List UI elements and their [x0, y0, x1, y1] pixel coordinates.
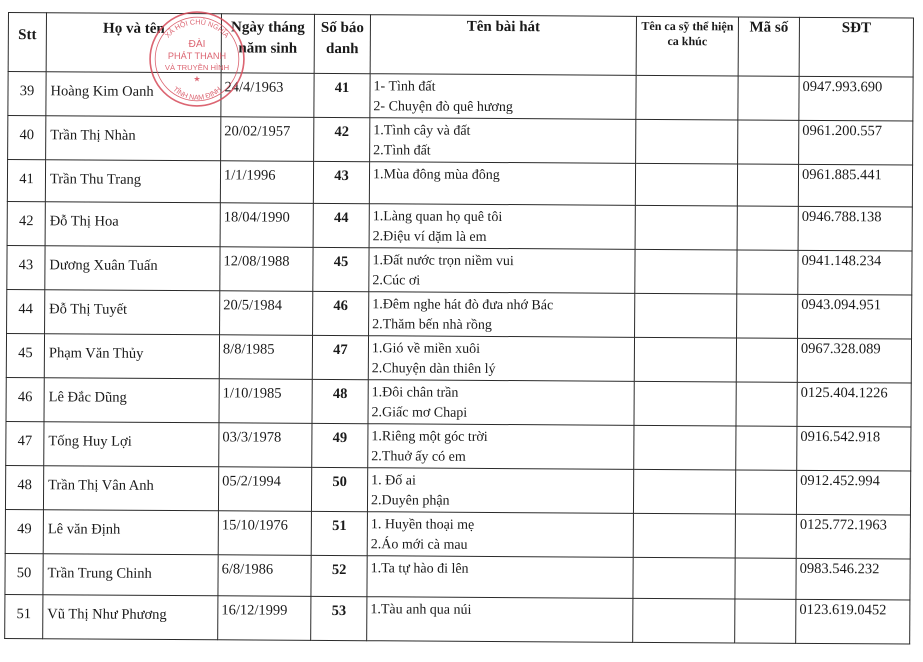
song-cell: [367, 511, 633, 557]
song-title: 1.Gió về miền xuôi: [371, 340, 481, 357]
dob-cell: 1/10/1985: [219, 378, 312, 423]
stamp-line3: VÀ TRUYỀN HÌNH: [164, 63, 230, 73]
header-singer: Tên ca sỹ thể hiện ca khúc: [636, 16, 738, 76]
table-row: [8, 72, 913, 122]
singer-cell: [633, 599, 735, 644]
sbd-cell: 43: [313, 161, 369, 203]
code-cell: [736, 338, 797, 382]
dob-cell: 20/5/1984: [220, 290, 313, 335]
song-title: 1.Riêng một góc trời: [371, 428, 488, 445]
dob-cell: 16/12/1999: [218, 596, 311, 641]
dob-cell: 15/10/1976: [218, 510, 311, 555]
sbd-cell: 45: [313, 247, 369, 291]
name-cell: Dương Xuân Tuấn: [45, 245, 220, 290]
song-title: 2.Giấc mơ Chapi: [371, 404, 468, 421]
table-row: [7, 160, 912, 207]
dob-cell: 03/3/1978: [219, 422, 312, 467]
singer-cell: [635, 249, 737, 294]
name-cell: Đỗ Thị Hoa: [45, 201, 220, 246]
header-name: Họ và tên: [46, 13, 221, 73]
song-title: 1.Mùa đông mùa đông: [372, 167, 500, 184]
sbd-cell: 46: [313, 291, 369, 335]
code-cell: [737, 206, 798, 250]
name-cell: Đỗ Thị Tuyết: [45, 289, 220, 334]
stt-cell: 48: [5, 465, 43, 509]
song-cell: [370, 74, 636, 120]
stt-cell: 43: [7, 245, 45, 289]
table-body: [5, 72, 913, 645]
phone-cell: 0912.452.994: [796, 470, 910, 515]
stt-cell: 46: [6, 377, 44, 421]
header-dob: Ngày tháng năm sinh: [221, 14, 314, 74]
header-phone: SĐT: [799, 17, 913, 77]
code-cell: [735, 599, 796, 643]
stt-cell: 39: [8, 72, 46, 116]
singer-cell: [634, 425, 736, 470]
stamp-line1: ĐÀI: [188, 38, 206, 50]
code-cell: [737, 294, 798, 338]
singer-cell: [635, 293, 737, 338]
header-song: Tên bài hát: [370, 15, 636, 76]
stamp-arc-top: XÃ HỘI CHỦ NGHĨA: [163, 18, 231, 40]
song-title: 1.Làng quan họ quê tôi: [372, 208, 503, 225]
phone-cell: 0983.546.232: [796, 558, 910, 600]
phone-cell: 0125.772.1963: [796, 514, 910, 559]
phone-cell: 0961.885.441: [798, 164, 912, 206]
song-cell: [368, 379, 634, 425]
singer-cell: [636, 119, 738, 164]
sbd-cell: 50: [311, 467, 367, 511]
song-title: 2.Áo mới cà mau: [370, 536, 468, 553]
sbd-cell: 52: [311, 555, 367, 597]
song-title: 1- Tình đất: [373, 79, 436, 95]
sbd-cell: 53: [311, 597, 367, 641]
song-cell: [369, 291, 635, 337]
song-cell: [368, 423, 634, 469]
stt-cell: 50: [5, 553, 43, 595]
sbd-cell: 49: [312, 423, 368, 467]
table-row: [5, 465, 910, 515]
code-cell: [738, 120, 799, 164]
song-title: 1. Đố ai: [371, 472, 416, 489]
singer-cell: [636, 75, 738, 120]
table-row: [7, 245, 912, 295]
stamp-arc-bottom: TỈNH NAM ĐỊNH: [171, 85, 223, 102]
phone-cell: 0123.619.0452: [796, 600, 910, 645]
stt-cell: 41: [7, 160, 45, 202]
table-row: [6, 377, 911, 427]
name-cell: Trần Thu Trang: [45, 160, 220, 203]
song-title: 1.Đêm nghe hát đò đưa nhớ Bác: [372, 296, 554, 314]
song-title: 2- Chuyện đò quê hương: [373, 99, 513, 116]
table-row: [5, 553, 910, 600]
stt-cell: 51: [5, 595, 43, 639]
table-row: [5, 595, 910, 645]
song-cell: [367, 467, 633, 513]
singer-cell: [634, 337, 736, 382]
sbd-cell: 44: [313, 203, 369, 247]
phone-cell: 0967.328.089: [797, 338, 911, 383]
table-row: [8, 116, 913, 166]
sbd-cell: 51: [311, 511, 367, 555]
singer-cell: [635, 163, 737, 205]
stt-cell: 49: [5, 509, 43, 553]
header-stt: Stt: [8, 13, 46, 72]
stamp-line2: PHÁT THANH: [167, 51, 227, 61]
code-cell: [735, 470, 796, 514]
code-cell: [737, 250, 798, 294]
song-cell: [369, 162, 635, 205]
phone-cell: 0125.404.1226: [797, 382, 911, 427]
song-title: 1.Đất nước trọn niềm vui: [372, 252, 514, 269]
header-sbd: Số báo danh: [314, 14, 370, 73]
dob-cell: 05/2/1994: [218, 466, 311, 511]
song-title: 2.Điệu ví dặm là em: [372, 228, 487, 245]
singer-cell: [633, 557, 735, 599]
song-title: 2.Cúc ơi: [372, 272, 421, 289]
header-row: [8, 13, 913, 78]
song-title: 1.Tình cây và đất: [373, 123, 471, 139]
table-row: [5, 509, 910, 559]
code-cell: [737, 164, 798, 206]
name-cell: Trần Trung Chinh: [43, 553, 218, 596]
phone-cell: 0943.094.951: [798, 294, 912, 339]
name-cell: Phạm Văn Thủy: [44, 333, 219, 378]
song-cell: [367, 597, 633, 643]
name-cell: Vũ Thị Như Phương: [43, 595, 218, 640]
song-cell: [370, 118, 636, 164]
stt-cell: 40: [8, 116, 46, 160]
table-row: [7, 201, 912, 251]
contestant-sheet: [8, 12, 913, 639]
song-cell: [368, 335, 634, 381]
code-cell: [735, 514, 796, 558]
song-title: 2.Duyên phận: [370, 492, 450, 509]
stt-cell: 47: [6, 421, 44, 465]
sbd-cell: 42: [314, 117, 370, 161]
phone-cell: 0946.788.138: [798, 206, 912, 251]
code-cell: [735, 558, 796, 600]
song-cell: [369, 203, 635, 249]
singer-cell: [634, 381, 736, 426]
stt-cell: 45: [6, 333, 44, 377]
song-cell: [367, 555, 633, 598]
name-cell: Lê văn Định: [43, 509, 218, 554]
code-cell: [738, 76, 799, 120]
dob-cell: 20/02/1957: [221, 117, 314, 162]
song-title: 1. Huyền thoại mẹ: [370, 516, 475, 533]
song-title: 1.Đôi chân trần: [371, 384, 459, 401]
sbd-cell: 47: [312, 335, 368, 379]
code-cell: [736, 382, 797, 426]
singer-cell: [633, 469, 735, 514]
sbd-cell: 41: [314, 73, 370, 117]
singer-cell: [633, 513, 735, 558]
table-row: [6, 421, 911, 471]
table-row: [7, 289, 912, 339]
song-title: 1.Ta tự hào đi lên: [370, 560, 469, 577]
singer-cell: [635, 205, 737, 250]
dob-cell: 18/04/1990: [220, 202, 313, 247]
name-cell: Hoàng Kim Oanh: [46, 72, 221, 117]
name-cell: Tống Huy Lợi: [44, 421, 219, 466]
song-title: 2.Chuyện dàn thiên lý: [371, 360, 496, 377]
song-cell: [369, 247, 635, 293]
name-cell: Lê Đắc Dũng: [44, 377, 219, 422]
song-title: 2.Thuở ấy có em: [371, 448, 466, 465]
song-title: 2.Thăm bến nhà rồng: [372, 316, 492, 333]
star-icon: ★: [193, 74, 201, 84]
phone-cell: 0947.993.690: [799, 76, 913, 121]
dob-cell: 12/08/1988: [220, 246, 313, 291]
phone-cell: 0941.148.234: [798, 250, 912, 295]
table-row: [6, 333, 911, 383]
song-title: 2.Tình đất: [373, 143, 431, 159]
stt-cell: 42: [7, 201, 45, 245]
phone-cell: 0961.200.557: [799, 120, 913, 165]
dob-cell: 24/4/1963: [221, 73, 314, 118]
header-code: Mã số: [738, 17, 799, 76]
stt-cell: 44: [7, 289, 45, 333]
sbd-cell: 48: [312, 379, 368, 423]
name-cell: Trần Thị Nhàn: [46, 116, 221, 161]
dob-cell: 6/8/1986: [218, 554, 311, 596]
song-title: 1.Tàu anh qua núi: [370, 602, 472, 619]
phone-cell: 0916.542.918: [797, 426, 911, 471]
contestant-table: [4, 12, 914, 645]
code-cell: [736, 426, 797, 470]
name-cell: Trần Thị Vân Anh: [43, 465, 218, 510]
dob-cell: 8/8/1985: [219, 334, 312, 379]
dob-cell: 1/1/1996: [220, 161, 313, 203]
